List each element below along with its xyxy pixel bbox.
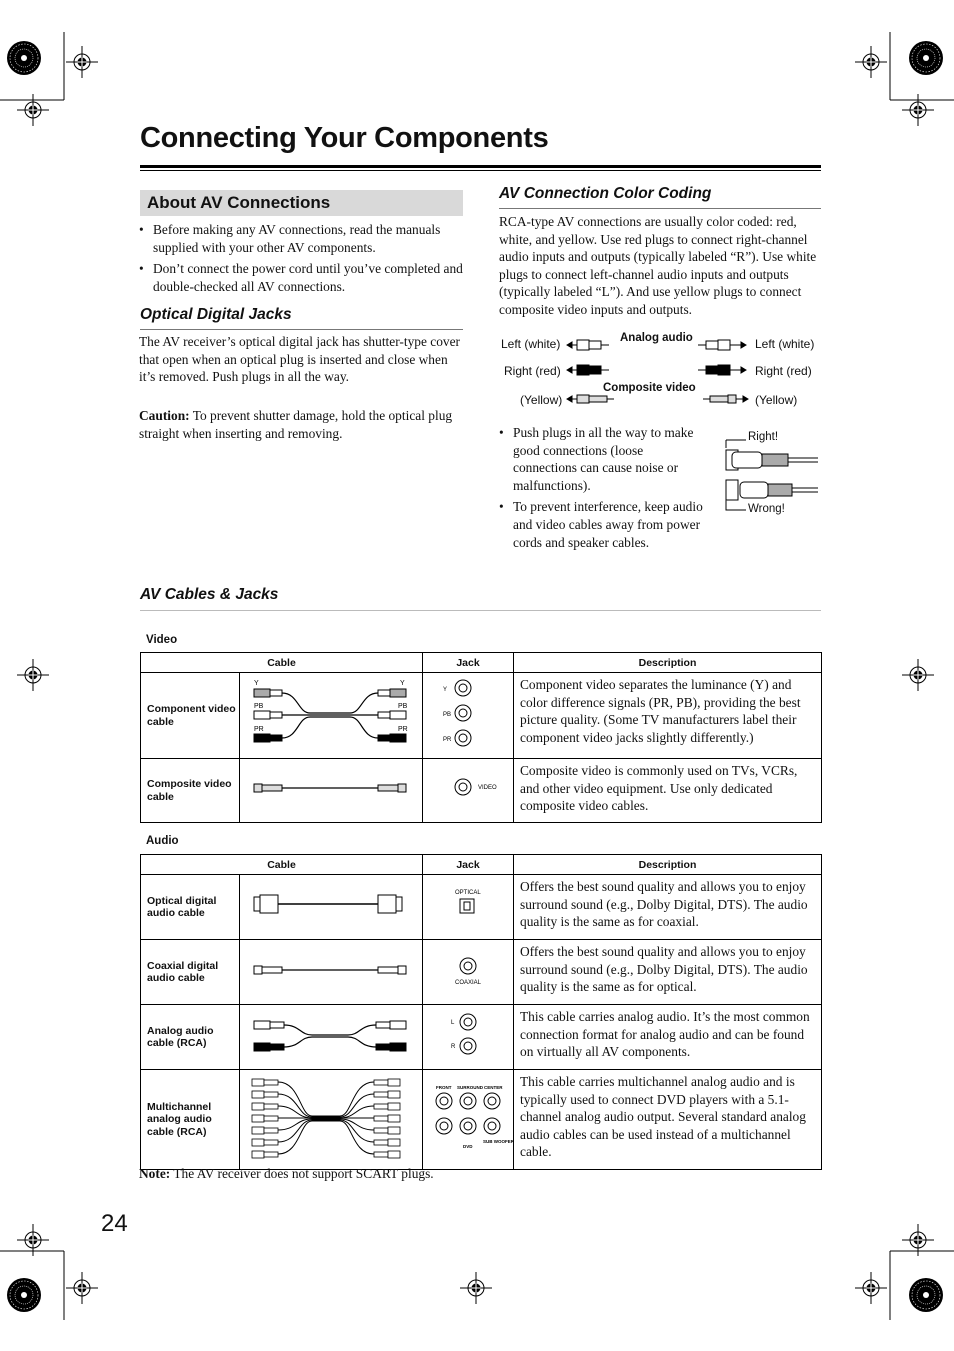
page-title: Connecting Your Components [140,122,549,154]
video-jack-label: VIDEO [478,785,497,791]
jack-illustration [423,1005,514,1070]
svg-text:PR: PR [443,737,452,743]
caution-label: Caution: [139,408,190,423]
svg-text:PB: PB [254,703,264,710]
jack-illustration [423,940,514,1005]
svg-text:PB: PB [443,712,452,718]
video-table-label: Video [146,634,178,646]
center-label: CENTER [484,1085,503,1090]
caution-text [139,407,463,442]
description: Component video separates the luminance (Y) and color difference signals (PR, PB), providing the best picture quality. (Some TV manufacturers label their component video jacks slightly differently.) [514,673,822,759]
optical-heading: Optical Digital Jacks [140,306,292,323]
cable-name: Coaxial digital audio cable [141,940,240,1005]
note [139,1165,434,1183]
coaxial-jack-label: COAXIAL [455,980,482,986]
jack-illustration [423,1070,514,1170]
cable-illustration [240,1005,423,1070]
cable-illustration [240,875,423,940]
list-item: • Push plugs in all the way to make good connections (loose connections can cause noise or malfunctions). [499,424,707,494]
cables-rule [140,610,821,611]
right-red-label-r: Right (red) [755,364,812,378]
jack-illustration [423,673,514,759]
optical-jack-label: OPTICAL [455,890,481,896]
multichannel-jacks-icon [423,1070,513,1164]
cable-illustration [240,673,423,759]
title-rule [140,165,821,168]
dvd-label: DVD [463,1144,473,1149]
cable-name: Optical digital audio cable [141,875,240,940]
table-row [141,1005,822,1070]
list-item: • Don’t connect the power cord until you’ve completed and double-checked all AV connections. [139,260,463,295]
description: This cable carries multichannel analog audio and is typically used to connect DVD players with a 5.1-channel analog audio output. Several standard analog audio cables can be used instead of a multichannel cable. [514,1070,822,1170]
right-label: Right! [748,431,779,443]
table-row [141,875,822,940]
audio-table [140,854,822,1170]
cable-illustration [240,940,423,1005]
component-cable-icon [240,673,421,753]
svg-text:PB: PB [398,703,408,710]
caution-body: To prevent shutter damage, hold the optical plug straight when inserting and removing. [139,408,453,441]
wrong-label: Wrong! [748,503,785,515]
cables-heading: AV Cables & Jacks [140,586,279,603]
list-item: • Before making any AV connections, read the manuals supplied with your other AV components. [139,221,463,256]
list-item: • To prevent interference, keep audio and video cables away from power cords and speaker cables. [499,498,707,551]
audio-table-label: Audio [146,835,179,847]
yellow-label-l: (Yellow) [520,393,563,407]
optical-cable-icon [240,875,421,934]
title-rule-thin [140,170,821,171]
col-jack: Jack [423,653,514,673]
subwoofer-label: SUB WOOFER [483,1139,513,1144]
table-row [141,673,822,759]
description: Offers the best sound quality and allows you to enjoy surround sound (e.g., Dolby Digital, DTS). The audio quality is the same as for optical. [514,940,822,1005]
svg-text:Y: Y [443,687,448,693]
color-coding-bullets [499,424,707,555]
coaxial-cable-icon [240,940,421,999]
optical-rule [140,329,463,330]
color-coding-diagram [499,330,824,412]
col-jack: Jack [423,855,514,875]
about-bullets [139,221,463,299]
cable-illustration [240,1070,423,1170]
component-jacks-icon [423,673,513,753]
cable-name: Composite video cable [141,759,240,823]
color-coding-heading: AV Connection Color Coding [499,185,712,202]
plug-insertion-illustration [718,430,822,520]
analog-audio-cable-icon [240,1005,421,1064]
yellow-label-r: (Yellow) [755,393,798,407]
right-red-label-l: Right (red) [504,364,561,378]
about-av-heading: About AV Connections [147,193,331,212]
col-cable: Cable [141,855,423,875]
jack-illustration [423,759,514,823]
optical-text: The AV receiver’s optical digital jack has shutter-type cover that open when an optical plug is inserted and close when it’s removed. Push plugs in all the way. [139,334,461,385]
optical-jack-icon [423,875,513,934]
l-jack-label: L [451,1020,455,1026]
description: Composite video is commonly used on TVs, VCRs, and other video equipment. Use only dedicated composite video cables. [514,759,822,823]
note-text: The AV receiver does not support SCART plugs. [170,1166,434,1181]
page-number: 24 [101,1210,128,1237]
col-description: Description [514,855,822,875]
description: This cable carries analog audio. It’s the most common connection format for analog audio and can be found on virtually all AV components. [514,1005,822,1070]
about-av-heading-box [140,190,463,216]
r-jack-label: R [451,1044,456,1050]
video-table [140,652,822,823]
description: Offers the best sound quality and allows you to enjoy surround sound (e.g., Dolby Digital, DTS). The audio quality is the same as for coaxial. [514,875,822,940]
surround-label: SURROUND [457,1085,484,1090]
col-description: Description [514,653,822,673]
svg-text:PR: PR [398,726,409,733]
jack-illustration [423,875,514,940]
cable-name: Multichannel analog audio cable (RCA) [141,1070,240,1170]
svg-text:Y: Y [254,680,260,687]
color-coding-text: RCA-type AV connections are usually color coded: red, white, and yellow. Use red plugs to connect right-channel audio inputs and outputs (typically labeled “R”). Use white plugs to connect left-channel audio inputs and outputs (typically labeled “L”). And use yellow plugs to connect composite video inputs and outputs. [499,214,817,317]
col-cable: Cable [141,653,423,673]
coaxial-jack-icon [423,940,513,999]
note-label: Note: [139,1166,171,1181]
front-label: FRONT [436,1085,452,1090]
cable-name: Analog audio cable (RCA) [141,1005,240,1070]
table-row [141,1070,822,1170]
cable-illustration [240,759,423,823]
color-coding-rule [499,208,821,209]
svg-text:Y: Y [400,680,406,687]
table-row [141,759,822,823]
analog-audio-label: Analog audio [620,332,693,344]
svg-text:PR: PR [254,726,265,733]
table-row [141,940,822,1005]
composite-cable-icon [240,759,421,817]
cable-name: Component video cable [141,673,240,759]
analog-jacks-icon [423,1005,513,1064]
multichannel-cable-icon [240,1070,421,1164]
left-white-label-r: Left (white) [755,337,815,351]
left-white-label-l: Left (white) [501,337,561,351]
video-jack-icon [423,759,513,817]
composite-video-label: Composite video [603,382,696,394]
